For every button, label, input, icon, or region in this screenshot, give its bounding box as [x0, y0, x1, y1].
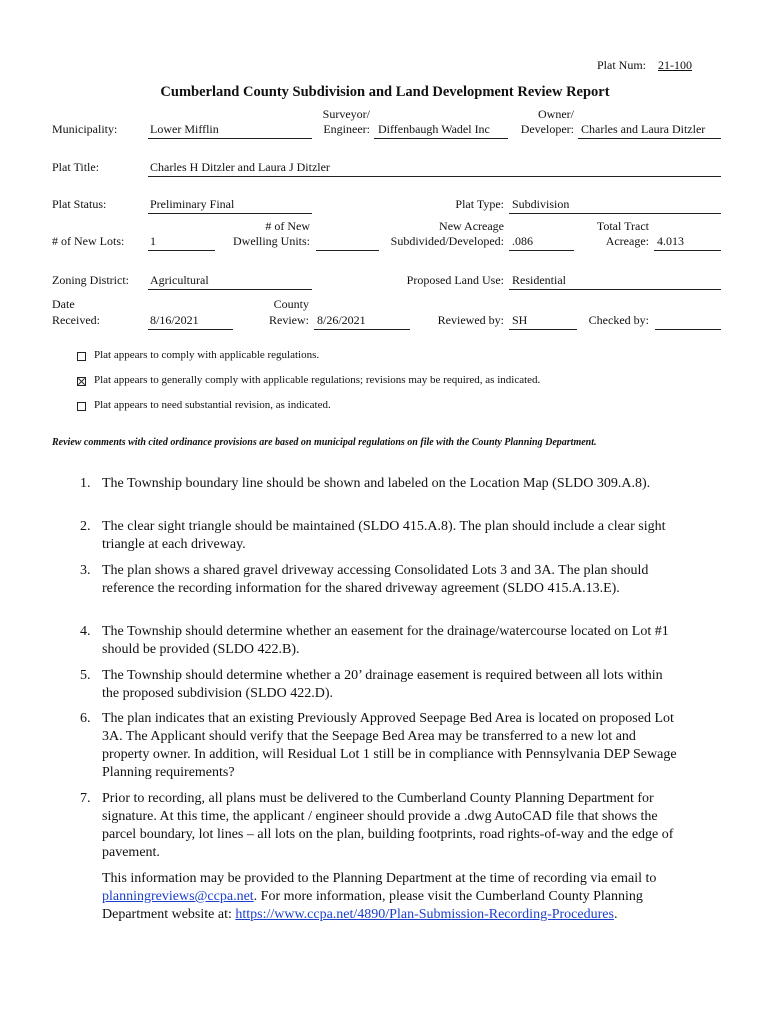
total-tract-label-1: Total Tract — [596, 219, 649, 233]
owner-underline — [578, 138, 721, 139]
surveyor-value: Diffenbaugh Wadel Inc — [378, 122, 490, 136]
county-review-value: 8/26/2021 — [317, 313, 366, 327]
date-received-label-2: Received: — [52, 313, 100, 327]
comment-number: 7. — [80, 791, 91, 806]
plat-title-label: Plat Title: — [52, 160, 100, 174]
reviewed-by-underline — [509, 329, 577, 330]
county-review-label-1: County — [273, 297, 309, 311]
comment-number: 6. — [80, 711, 91, 726]
zoning-value: Agricultural — [150, 273, 209, 287]
reviewed-by-value: SH — [512, 313, 528, 327]
info-text-1: This information may be provided to the Planning Department at the time of recording via email to — [102, 871, 657, 886]
info-text-3: . — [613, 907, 618, 922]
land-use-label: Proposed Land Use: — [406, 273, 504, 287]
website-link[interactable]: https://www.ccpa.net/4890/Plan-Submission-Recording-Procedures — [235, 907, 614, 922]
plat-type-underline — [509, 213, 721, 214]
comment-text: The plan indicates that an existing Previously Approved Seepage Bed Area is located on proposed Lot 3A. The Applicant should verify that the Seepage Bed Area may be transferred to a new lot and property owner. In addition, will Residual Lot 1 still be in compliance with Pennsylvania DEP Sewage Planning requirements? — [102, 711, 677, 780]
total-tract-underline — [654, 250, 721, 251]
zoning-underline — [148, 289, 312, 290]
comment-text: Prior to recording, all plans must be delivered to the Cumberland County Planning Department for signature. At this time, the applicant / engineer should provide a .dwg AutoCAD file that shows the parcel boundary, lot lines – all lots on the plan, building footprints, road rights-of-way and the edge of pavement. — [102, 791, 674, 860]
checked-by-label: Checked by: — [588, 313, 649, 327]
land-use-value: Residential — [512, 273, 566, 287]
dwelling-units-label-2: Dwelling Units: — [233, 234, 310, 248]
comply-checkbox[interactable] — [77, 352, 86, 361]
plat-title-underline — [148, 176, 721, 177]
total-tract-label-2: Acreage: — [605, 234, 649, 248]
comment-number: 5. — [80, 668, 91, 683]
new-acreage-label-1: New Acreage — [439, 219, 504, 233]
plat-type-value: Subdivision — [512, 197, 570, 211]
dwelling-units-underline — [316, 250, 379, 251]
report-title: Cumberland County Subdivision and Land Development Review Report — [160, 84, 610, 100]
new-acreage-label-2: Subdivided/Developed: — [390, 234, 504, 248]
plat-status-value: Preliminary Final — [150, 197, 235, 211]
date-received-label-1: Date — [52, 297, 75, 311]
owner-label-1: Owner/ — [538, 107, 574, 121]
checked-by-underline — [655, 329, 721, 330]
municipality-value: Lower Mifflin — [150, 122, 219, 136]
land-use-underline — [509, 289, 721, 290]
comment-text: The plan shows a shared gravel driveway accessing Consolidated Lots 3 and 3A. The plan should reference the recording information for the shared driveway agreement (SLDO 415.A.13.E). — [102, 563, 649, 596]
plat-num-label: Plat Num: — [597, 58, 647, 72]
comment-text: The Township boundary line should be shown and labeled on the Location Map (SLDO 309.A.8). — [102, 476, 651, 491]
comment-number: 2. — [80, 519, 91, 534]
substantial-revision-checkbox[interactable] — [77, 402, 86, 411]
reviewed-by-label: Reviewed by: — [437, 313, 504, 327]
info-paragraph — [102, 870, 682, 924]
owner-label-2: Developer: — [520, 122, 574, 136]
comply-label: Plat appears to comply with applicable regulations. — [94, 349, 320, 361]
date-received-underline — [148, 329, 233, 330]
new-lots-underline — [148, 250, 215, 251]
comment-number: 4. — [80, 624, 91, 639]
dwelling-units-label-1: # of New — [265, 219, 310, 233]
plat-type-label: Plat Type: — [455, 197, 504, 211]
comment-number: 1. — [80, 476, 91, 491]
municipality-label: Municipality: — [52, 122, 118, 136]
comment-text: The Township should determine whether an easement for the drainage/watercourse located on Lot #1 should be provided (SLDO 422.B). — [102, 624, 669, 657]
plat-title-value: Charles H Ditzler and Laura J Ditzler — [150, 160, 330, 174]
county-review-label-2: Review: — [269, 313, 309, 327]
county-review-underline — [314, 329, 410, 330]
plat-status-label: Plat Status: — [52, 197, 107, 211]
total-tract-value: 4.013 — [657, 234, 684, 248]
new-acreage-value: .086 — [512, 234, 533, 248]
plat-num-value: 21-100 — [658, 58, 692, 72]
generally-comply-label: Plat appears to generally comply with applicable regulations; revisions may be required, as indicated. — [94, 374, 541, 386]
surveyor-label-2: Engineer: — [323, 122, 370, 136]
new-lots-label: # of New Lots: — [52, 234, 125, 248]
surveyor-underline — [374, 138, 508, 139]
zoning-label: Zoning District: — [52, 273, 129, 287]
owner-value: Charles and Laura Ditzler — [581, 122, 706, 136]
info-text-2: . For more information, please visit the Cumberland County Planning Department website at: — [102, 889, 643, 922]
substantial-revision-label: Plat appears to need substantial revision, as indicated. — [94, 399, 331, 411]
new-acreage-underline — [509, 250, 574, 251]
email-link[interactable]: planningreviews@ccpa.net — [102, 889, 254, 904]
municipality-underline — [148, 138, 312, 139]
comment-text: The clear sight triangle should be maintained (SLDO 415.A.8). The plan should include a clear sight triangle at each driveway. — [102, 519, 666, 552]
generally-comply-checkbox[interactable] — [77, 377, 86, 386]
review-note: Review comments with cited ordinance provisions are based on municipal regulations on file with the County Planning Department. — [52, 437, 597, 448]
comment-text: The Township should determine whether a 20’ drainage easement is required between all lots within the proposed subdivision (SLDO 422.D). — [102, 668, 663, 701]
date-received-value: 8/16/2021 — [150, 313, 199, 327]
plat-status-underline — [148, 213, 312, 214]
new-lots-value: 1 — [150, 234, 156, 248]
comment-number: 3. — [80, 563, 91, 578]
surveyor-label-1: Surveyor/ — [322, 107, 370, 121]
